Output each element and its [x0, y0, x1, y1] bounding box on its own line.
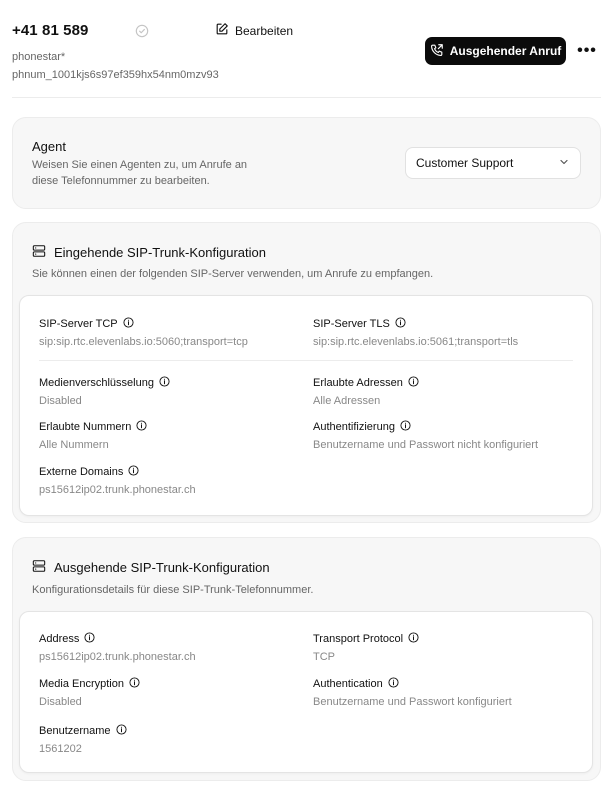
- field-value: Benutzername und Passwort konfiguriert: [313, 696, 512, 708]
- field-value: Alle Nummern: [39, 439, 109, 451]
- field-label: SIP-Server TLS: [313, 318, 390, 330]
- field-label: Transport Protocol: [313, 633, 404, 645]
- field-media-encryption: [39, 376, 170, 407]
- inbound-section-description: Sie können einen der folgenden SIP-Server verwenden, um Anrufe zu empfangen.: [32, 268, 434, 280]
- field-authentication: [313, 420, 538, 451]
- field-label: Media Encryption: [39, 678, 124, 690]
- verified-check-icon: [135, 24, 149, 38]
- outbound-section-header: [32, 559, 270, 576]
- field-sip-server-tls: [313, 317, 518, 348]
- edit-button[interactable]: [215, 22, 293, 39]
- field-value: Disabled: [39, 696, 82, 708]
- field-value: sip:sip.rtc.elevenlabs.io:5061;transport=tls: [313, 336, 519, 348]
- field-value: Benutzername und Passwort nicht konfiguriert: [313, 439, 539, 451]
- field-transport-protocol: [313, 632, 419, 663]
- field-media-encryption-outbound: [39, 677, 140, 708]
- field-allowed-addresses: [313, 376, 419, 407]
- inbound-divider: [39, 360, 573, 361]
- field-label: Authentifizierung: [313, 421, 395, 433]
- field-authentication-outbound: [313, 677, 512, 708]
- agent-select[interactable]: [405, 147, 581, 179]
- outbound-section-title: Ausgehende SIP-Trunk-Konfiguration: [54, 560, 270, 575]
- field-sip-server-tcp: [39, 317, 248, 348]
- field-label: Erlaubte Adressen: [313, 377, 403, 389]
- info-icon[interactable]: [129, 677, 140, 691]
- info-icon[interactable]: [408, 632, 419, 646]
- outbound-call-label: Ausgehender Anruf: [449, 44, 562, 58]
- field-value: sip:sip.rtc.elevenlabs.io:5060;transport=tcp: [39, 336, 248, 348]
- header-divider: [12, 97, 601, 98]
- agent-description: Weisen Sie einen Agenten zu, um Anrufe an diese Telefonnummer zu bearbeiten.: [32, 159, 248, 187]
- inbound-section-title: Eingehende SIP-Trunk-Konfiguration: [54, 245, 266, 260]
- agent-select-value: Customer Support: [416, 156, 514, 170]
- info-icon[interactable]: [400, 420, 411, 434]
- info-icon[interactable]: [123, 317, 134, 331]
- info-icon[interactable]: [84, 632, 95, 646]
- field-username: [39, 724, 127, 755]
- edit-icon: [215, 22, 229, 39]
- agent-title: Agent: [32, 139, 66, 154]
- outbound-section-description: Konfigurationsdetails für diese SIP-Trunk-Telefonnummer.: [32, 584, 314, 596]
- info-icon[interactable]: [395, 317, 406, 331]
- field-label: Erlaubte Nummern: [39, 421, 132, 433]
- field-value: Disabled: [39, 395, 82, 407]
- field-label: Benutzername: [39, 725, 111, 737]
- phone-number-title: +41 81 589: [12, 22, 89, 39]
- info-icon[interactable]: [136, 420, 147, 434]
- info-icon[interactable]: [408, 376, 419, 390]
- field-value: ps15612ip02.trunk.phonestar.ch: [39, 484, 196, 496]
- provider-name: phonestar*: [12, 51, 66, 63]
- field-label: Externe Domains: [39, 466, 124, 478]
- field-label: Authentication: [313, 678, 383, 690]
- phone-outgoing-icon: [430, 43, 444, 60]
- edit-button-label: Bearbeiten: [235, 23, 294, 38]
- chevron-down-icon: [558, 156, 570, 171]
- field-label: Address: [39, 633, 80, 645]
- server-icon: [32, 244, 46, 261]
- field-value: 1561202: [39, 743, 82, 755]
- info-icon[interactable]: [128, 465, 139, 479]
- info-icon[interactable]: [116, 724, 127, 738]
- field-address: [39, 632, 196, 663]
- field-external-domains: [39, 465, 196, 496]
- more-options-button[interactable]: [576, 40, 598, 62]
- field-value: ps15612ip02.trunk.phonestar.ch: [39, 651, 196, 663]
- inbound-section-header: [32, 244, 266, 261]
- phone-number-id: phnum_1001kjs6s97ef359hx54nm0mzv93: [12, 69, 219, 81]
- field-value: Alle Adressen: [313, 395, 381, 407]
- field-value: TCP: [313, 651, 335, 663]
- server-icon: [32, 559, 46, 576]
- field-label: SIP-Server TCP: [39, 318, 118, 330]
- field-label: Medienverschlüsselung: [39, 377, 154, 389]
- more-icon: •••: [577, 42, 597, 59]
- info-icon[interactable]: [388, 677, 399, 691]
- info-icon[interactable]: [159, 376, 170, 390]
- outbound-call-button[interactable]: [425, 37, 566, 65]
- field-allowed-numbers: [39, 420, 147, 451]
